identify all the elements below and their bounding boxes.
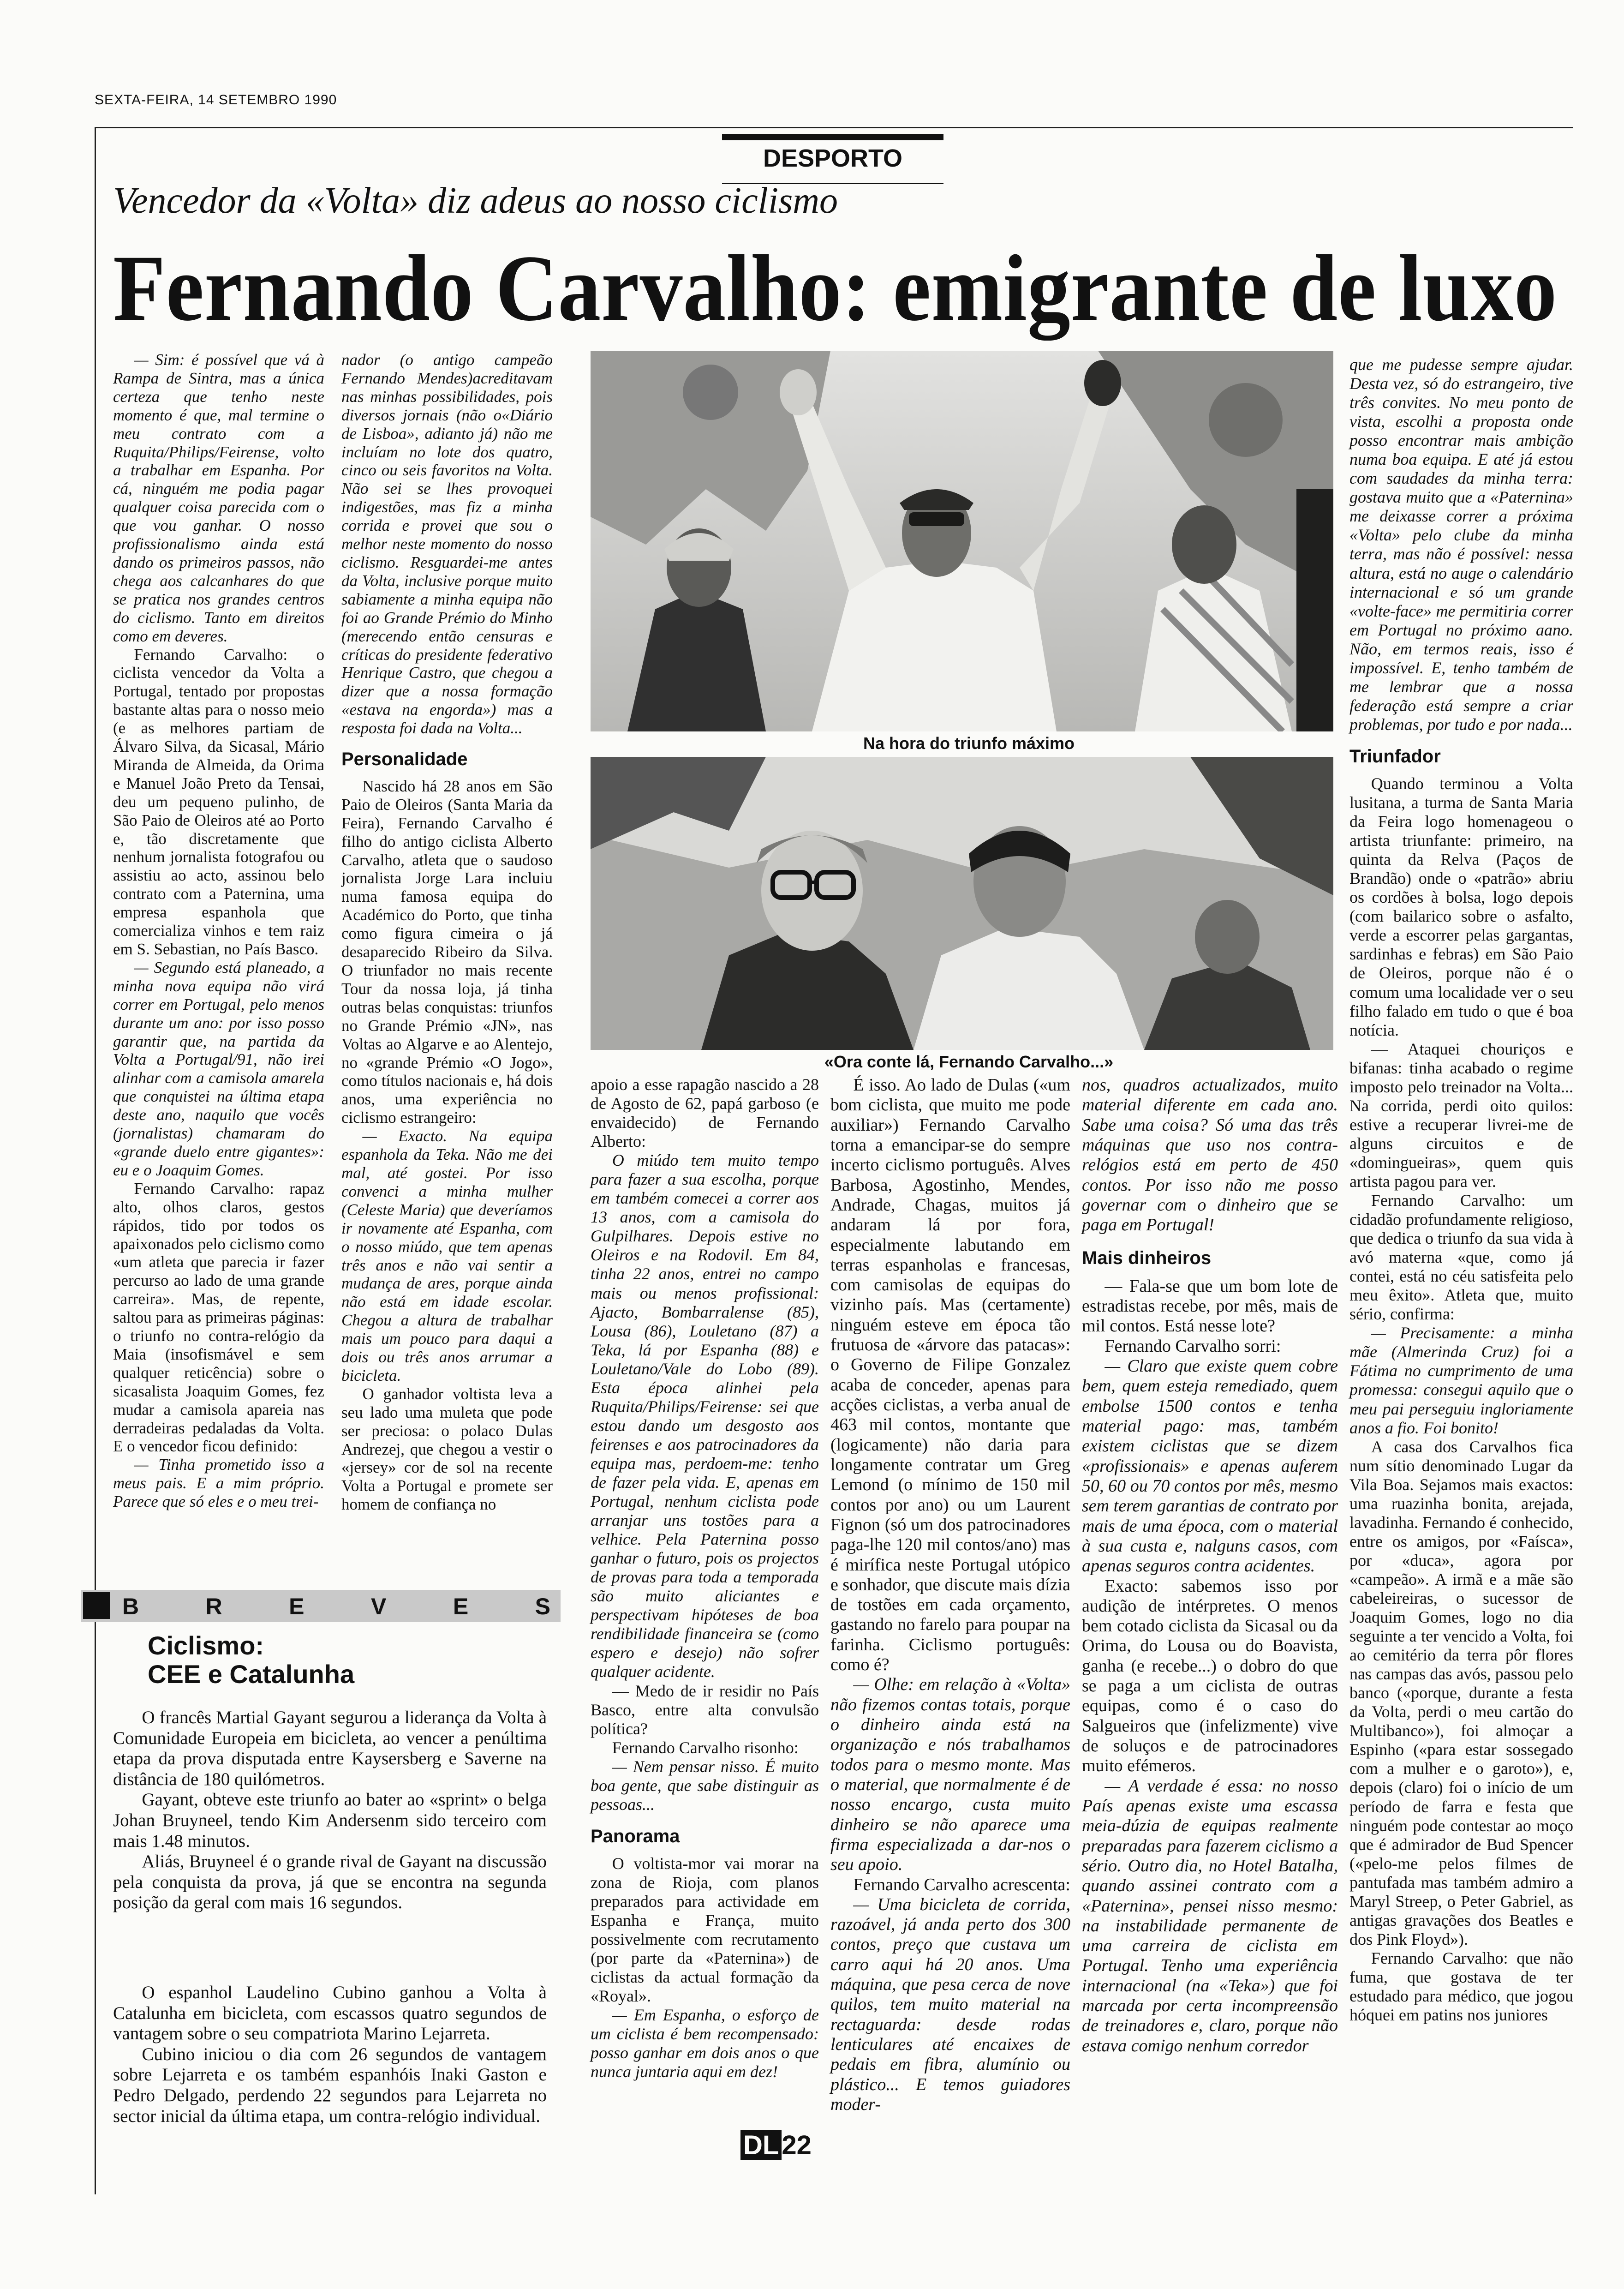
article-paragraph: Fernando Carvalho: o ciclista vencedor da Volta a Portugal, tentado por propostas bastante altas para o nosso meio (e as melhores partiam de Álvaro Silva, da Sicasal, Mário Miranda de Almeida, da Orima e Manuel João Preto da Tensai, deu um pequeno pulinho, de São Paio de Oleiros até ao Porto e, tão discretamente que nenhum jornalista fotografou ou assistiu ao acto, assinou belo contrato com a Paternina, uma empresa espanhola que comercializa vinhos e tem raiz em S. Sebastian, no País Basco. xyxy=(113,645,324,958)
frame-top-rule xyxy=(95,127,1573,128)
section-label: DESPORTO xyxy=(722,134,943,184)
article-column-2 xyxy=(341,351,553,1574)
article-paragraph: — Exacto. Na equipa espanhola da Teka. Não me dei mal, até gostei. Por isso convenci a minha mulher (Celeste Maria) que deveríamos ir novamente até Espanha, com o nosso miúdo, que tem apenas três anos e não vai sentir a mudança de ares, porque ainda não está em idade escolar. Chegou a altura de trabalhar mais um pouco para daqui a dois ou três anos arrumar a bicicleta. xyxy=(341,1127,553,1384)
article-paragraph: É isso. Ao lado de Dulas («um bom ciclista, que muito me pode auxiliar») Fernando Carvalho torna a emancipar-se do sempre incerto ciclismo português. Alves Barbosa, Agostinho, Mendes, Andrade, Chagas, muitos já andaram lá por fora, especialmente labutando em terras espanholas e francesas, com camisolas de equipas do vizinho país. Mas (certamente) ninguém esteve em época tão frutuosa de «árvore das patacas»: o Governo de Filipe Gonzalez acaba de conceder, apenas para acções ciclistas, a verba anual de 463 mil contos, montante que (logicamente) não daria para longamente contratar um Greg Lemond (o mínimo de 150 mil contos por ano) ou um Laurent Fignon (só um dos patrocinadores paga-lhe 120 mil contos/ano) mas é mirífica neste Portugal utópico e sonhador, que discute mais dízia de tostões em cada orçamento, gastando no farelo para poupar na farinha. Ciclismo português: como é? xyxy=(830,1075,1070,1675)
article-column-1 xyxy=(113,351,324,1592)
breves-letter: E xyxy=(453,1594,470,1619)
article-paragraph: Fernando Carvalho risonho: xyxy=(612,1738,799,1757)
article-paragraph: — Nem pensar nisso. É muito boa gente, que sabe distinguir as pessoas... xyxy=(591,1757,819,1814)
article-paragraph: — Ataquei chouriços e bifanas: tinha acabado o regime imposto pelo treinador na Volta... Na corrida, perdi oito quilos: estive a recuperar livrei-me de alguns circuitos e de «domingueiras», quem quis artista pagou para ver. xyxy=(1349,1039,1573,1191)
article-paragraph: — Fala-se que um bom lote de estradistas recebe, por mês, mais de mil contos. Está nesse lote? xyxy=(1082,1276,1338,1336)
breves-paragraph: Aliás, Bruyneel é o grande rival de Gayant na discussão pela conquista da prova, já que se encontra na segunda posição da geral com mais 16 segundos. xyxy=(113,1852,547,1913)
article-paragraph: — Sim: é possível que vá à Rampa de Sintra, mas a única certeza que tenho neste momento é que, mal termine o meu contrato com a Ruquita/Philips/Feirense, volto a trabalhar em Espanha. Por cá, ninguém me podia pagar qualquer coisa parecida com o que vou ganhar. O nosso profissionalismo ainda está dando os primeiros passos, não chega aos calcanhares do que se pratica nos grandes centros do ciclismo. Tanto em direitos como em deveres. xyxy=(113,351,324,645)
article-column-6 xyxy=(1349,355,1573,2132)
publication-logo: DL xyxy=(740,2130,782,2160)
breves-letter: V xyxy=(370,1594,388,1619)
article-paragraph: — Tinha prometido isso a meus pais. E a mim próprio. Parece que só eles e o meu trei- xyxy=(113,1456,324,1511)
article-paragraph: O ganhador voltista leva a seu lado uma muleta que pode ser preciosa: o polaco Dulas Andrezej, que chegou a vestir o «jersey» cor de sol na recente Volta a Portugal e promete ser homem de confiança no xyxy=(341,1384,553,1514)
article-paragraph: Nascido há 28 anos em São Paio de Oleiros (Santa Maria da Feira), Fernando Carvalho é filho do antigo ciclista Alberto Carvalho, atleta que o saudoso jornalista Jorge Lara incluiu numa famosa equipa do Académico do Porto, que tinha como figura cimeira o já desaparecido Ribeiro da Silva. O triunfador no mais recente Tour da nossa loja, já tinha outras belas conquistas: triunfos no Grande Prémio «JN», nas Voltas ao Algarve e ao Alentejo, no «grande Prémio «O Jogo», como títulos nacionais e, há dois anos, uma experiência no ciclismo estrangeiro: xyxy=(341,777,553,1127)
subheading: Panorama xyxy=(591,1826,680,1846)
breves-letter: B xyxy=(122,1594,140,1619)
breves-paragraph: Cubino iniciou o dia com 26 segundos de vantagem sobre Lejarreta e os também espanhóis Inaki Gaston e Pedro Delgado, perdendo 22 segundos para Lejarreta no sector inicial da última etapa, um contra-relógio individual. xyxy=(113,2044,547,2126)
subheading: Triunfador xyxy=(1349,746,1441,767)
article-paragraph: Fernando Carvalho sorri: xyxy=(1105,1336,1281,1356)
caption-interview: «Ora conte lá, Fernando Carvalho...» xyxy=(824,1052,1114,1071)
photo-victory xyxy=(591,351,1333,731)
caption-victory: Na hora do triunfo máximo xyxy=(863,734,1075,753)
article-paragraph: O miúdo tem muito tempo para fazer a sua escolha, porque em também comecei a correr aos 13 anos, com a camisola do Gulpilhares. Depois estive no Oleiros e na Rodovil. Em 84, tinha 22 anos, entrei no campo mais ou menos profissional: Ajacto, Bombarralense (85), Lousa (86), Louletano (87) a Teka, lá por Espanha (88) e Louletano/Vale do Lobo (89). Esta época alinhei pela Ruquita/Philips/Feirense: sei que estou dando um desgosto aos feirenses e aos patrocinadores da equipa mas, perdoem-me: tenho de fazer pela vida. E, apenas em Portugal, nenhum ciclista pode arranjar uns tostões para a velhice. Pela Paternina posso ganhar o futuro, pois os projectos de provas para toda a temporada são muito aliciantes e perspectivam hipóteses de boa rendibilidade financeira se (como espero e desejo) não sofrer qualquer acidente. xyxy=(591,1151,819,1681)
breves-letter: E xyxy=(289,1594,305,1619)
article-paragraph: — Olhe: em relação à «Volta» não fizemos contas totais, porque o dinheiro ainda está na organização e nós trabalhamos todos para o mesmo monte. Mas o material, que normalmente é de nosso encargo, custa muito dinheiro se não aparece uma firma especializada a dar-nos o seu apoio. xyxy=(830,1675,1070,1875)
breves-square-icon xyxy=(83,1592,110,1619)
breves-title-line-2: CEE e Catalunha xyxy=(148,1660,355,1689)
dateline: SEXTA-FEIRA, 14 SETEMBRO 1990 xyxy=(95,92,337,108)
breves-paragraph: O francês Martial Gayant segurou a liderança da Volta à Comunidade Europeia em bicicleta, ao vencer a penúltima etapa da prova disputada entre Kaysersberg e Saverne na distância de 180 quilómetros. xyxy=(113,1708,547,1789)
article-paragraph: A casa dos Carvalhos fica num sítio denominado Lugar da Vila Boa. Sejamos mais exactos: uma ruazinha bonita, arejada, lavadinha. Fernando é conhecido, entre os amigos, por «Faísca», por «duca», agora por «campeão». A irmã e a mãe são cabeleireiras, o sucessor de Joaquim Gomes, logo no dia seguinte a ter vencido a Volta, foi ao cemitério da terra pôr flores nas campas das avós, passou pelo banco («porque, durante a festa da Volta, perdi o meu cartão do Multibanco»), foi almoçar a Espinho («para estar sossegado com a mulher e o garoto»), e, depois (claro) foi o início de um período de farra e festa que ninguém pode contestar ao moço que é admirador de Bud Spencer («pelo-me pelos filmes de pantufada mas também admiro a Maryl Streep, o Peter Gabriel, as antigas gravações dos Beatles e dos Pink Floyd»). xyxy=(1349,1437,1573,1948)
article-paragraph: Fernando Carvalho: que não fuma, que gostava de ter estudado para médico, que jogou hóquei em patins nos juniores xyxy=(1349,1948,1573,2025)
breves-paragraph: O espanhol Laudelino Cubino ganhou a Volta à Catalunha em bicicleta, com escassos quatro segundos de vantagem sobre o seu compatriota Marino Lejarreta. xyxy=(113,1982,547,2044)
article-paragraph: nador (o antigo campeão Fernando Mendes)acreditavam nas minhas possibilidades, pois diversos jornais (não o«Diário de Lisboa», adianto já) não me incluíam no lote dos quatro, cinco ou seis favoritos na Volta. Não sei se lhes provoquei indigestões, mas fiz a minha corrida e provei que sou o melhor neste momento do nosso ciclismo. Resguardei-me antes da Volta, inclusive porque muito sabiamente a minha equipa não foi ao Grande Prémio do Minho (merecendo então censuras e críticas do presidente federativo Henrique Castro, que chegou a dizer que a nossa formação «estava na engorda») mas a resposta foi dada na Volta... xyxy=(341,351,553,737)
article-paragraph: Exacto: sabemos isso por audição de intérpretes. O menos bem cotado ciclista da Sicasal ou da Orima, do Lousa ou do Boavista, ganha (e recebe...) o dobro do que se paga a um ciclista de outras equipas, como é o caso do Salgueiros que (infelizmente) vive de soluços e de patrocinadores muito efémeros. xyxy=(1082,1576,1338,1776)
article-paragraph: Quando terminou a Volta lusitana, a turma de Santa Maria da Feira logo homenageou o artista triunfante: primeiro, na quinta da Relva (Paços de Brandão) onde o «patrão» abriu os cordões à bolsa, logo depois (com bailarico sobre o asfalto, verde a escorrer pelas gargantas, sardinhas e febras) em São Paio de Oleiros, porque não é o comum uma localidade ver o seu filho falado em tudo o que é boa notícia. xyxy=(1349,774,1573,1039)
article-paragraph: — Claro que existe quem cobre bem, quem esteja remediado, quem embolse 1500 contos e tenha material pago: mas, também existem ciclistas que se dizem «profissionais» e apenas auferem 50, 60 ou 70 contos por mês, mesmo sem terem garantias de contrato por mais de uma época, com o material à sua custa e, nalguns casos, com apenas seguros contra acidentes. xyxy=(1082,1356,1338,1576)
article-paragraph: — Uma bicicleta de corrida, razoável, já anda perto dos 300 contos, preço que custava um carro aqui há 20 anos. Uma máquina, que pesa cerca de nove quilos, tem muito material na rectaguarda: desde rodas lenticulares até encaixes de pedais em fibra, alumínio ou plástico... E temos guiadores moder- xyxy=(830,1894,1070,2114)
article-paragraph: — Segundo está planeado, a minha nova equipa não virá correr em Portugal, pelo menos durante um ano: por isso posso garantir que, na partida da Volta a Portugal/91, não irei alinhar com a camisola amarela que conquistei na última etapa deste ano, naquilo que vocês (jornalistas) chamaram do «grande duelo entre gigantes»: eu e o Joaquim Gomes. xyxy=(113,958,324,1179)
article-paragraph: apoio a esse rapagão nascido a 28 de Agosto de 62, papá garboso (e envaidecido) de Fernando Alberto: xyxy=(591,1075,819,1151)
article-paragraph: que me pudesse sempre ajudar. Desta vez, só do estrangeiro, tive três convites. No meu ponto de vista, escolhi a proposta onde posso encontrar mais ambição numa boa equipa. E até já estou com saudades da minha terra: gostava muito que a «Paternina» me deixasse correr a próxima «Volta» pelo clube da minha terra, mas não é possível: nessa altura, está no auge o calendário internacional e só um grande «volte-face» me permitiria correr em Portugal no próximo aano. Não, em termos reais, isso é impossível. E, tenho também de me lembrar que a nossa federação está sempre a criar problemas, por tudo e por nada... xyxy=(1349,355,1573,734)
article-paragraph: O voltista-mor vai morar na zona de Rioja, com planos preparados para actividade em Espanha e França, muito possivelmente com recrutamento (por parte da «Paternina») de ciclistas da actual formação da «Royal». xyxy=(591,1854,819,2006)
kicker: Vencedor da «Volta» diz adeus ao nosso ciclismo xyxy=(113,180,838,221)
article-paragraph: — Medo de ir residir no País Basco, entre alta convulsão política? xyxy=(591,1681,819,1738)
article-paragraph: nos, quadros actualizados, muito material diferente em cada ano. Sabe uma coisa? Só uma das três máquinas que uso nos contra-relógios está em perto de 450 contos. Por isso não me posso governar com o dinheiro que se paga em Portugal! xyxy=(1082,1075,1338,1235)
article-paragraph: Fernando Carvalho: rapaz alto, olhos claros, gestos rápidos, tido por todos os apaixonados pelo ciclismo como «um atleta que parecia ir fazer percurso ao lado de uma grande carreira». Mas, de repente, saltou para as primeiras páginas: o triunfo no contra-relógio da Maia (insofismável e sem qualquer reticência) sobre o sicasalista Joaquim Gomes, fez mudar a camisola apareia nas derradeiras pedaladas da Volta. E o vencedor ficou definido: xyxy=(113,1179,324,1456)
article-paragraph: — A verdade é essa: no nosso País apenas existe uma escassa meia-dúzia de equipas realmente preparadas para fazerem ciclismo a sério. Outro dia, no Hotel Batalha, quando assinei contrato com a «Paternina», pensei nisso mesmo: na instabilidade permanente de uma carreira de ciclista em Portugal. Tenho uma experiência internacional (na «Teka») que foi marcada por certa incompreensão de treinadores e, claro, porque não estava comigo nenhum corredor xyxy=(1082,1776,1338,2055)
subheading: Mais dinheiros xyxy=(1082,1247,1212,1268)
headline: Fernando Carvalho: emigrante de luxo xyxy=(113,236,1558,341)
article-paragraph: Fernando Carvalho: um cidadão profundamente religioso, que dedica o triunfo da sua vida à avó materna «que, como já contei, está no céu satisfeita pelo meu êxito». Atleta que, muito sério, confirma: xyxy=(1349,1191,1573,1324)
article-column-4 xyxy=(830,1075,1070,2114)
article-paragraph: — Em Espanha, o esforço de um ciclista é bem recompensado: posso ganhar em dois anos o que nunca juntaria aqui em dez! xyxy=(591,2006,819,2081)
article-column-3 xyxy=(591,1075,819,2114)
breves-title-line-1: Ciclismo: xyxy=(148,1631,264,1660)
subheading: Personalidade xyxy=(341,749,468,770)
breves-letter: R xyxy=(205,1594,223,1619)
breves-text xyxy=(113,1708,547,2127)
page-number: 22 xyxy=(782,2130,812,2160)
frame-left-rule xyxy=(95,127,96,2194)
article-paragraph: — Precisamente: a minha mãe (Almerinda Cruz) foi a Fátima no cumprimento de uma promessa: consegui aquilo que o meu pai perseguiu ingloriamente anos a fio. Foi bonito! xyxy=(1349,1324,1573,1437)
page-footer xyxy=(740,2130,812,2161)
breves-paragraph: Gayant, obteve este triunfo ao bater ao «sprint» o belga Johan Bruyneel, tendo Kim Andersenm sido terceiro com mais 1.48 minutos. xyxy=(113,1790,547,1851)
article-column-5 xyxy=(1082,1075,1338,2114)
article-paragraph: Fernando Carvalho acrescenta: xyxy=(853,1875,1070,1894)
breves-letter: S xyxy=(535,1594,551,1619)
photo-interview xyxy=(591,757,1333,1050)
breves-title xyxy=(148,1631,354,1689)
breves-banner-letters xyxy=(122,1593,551,1620)
